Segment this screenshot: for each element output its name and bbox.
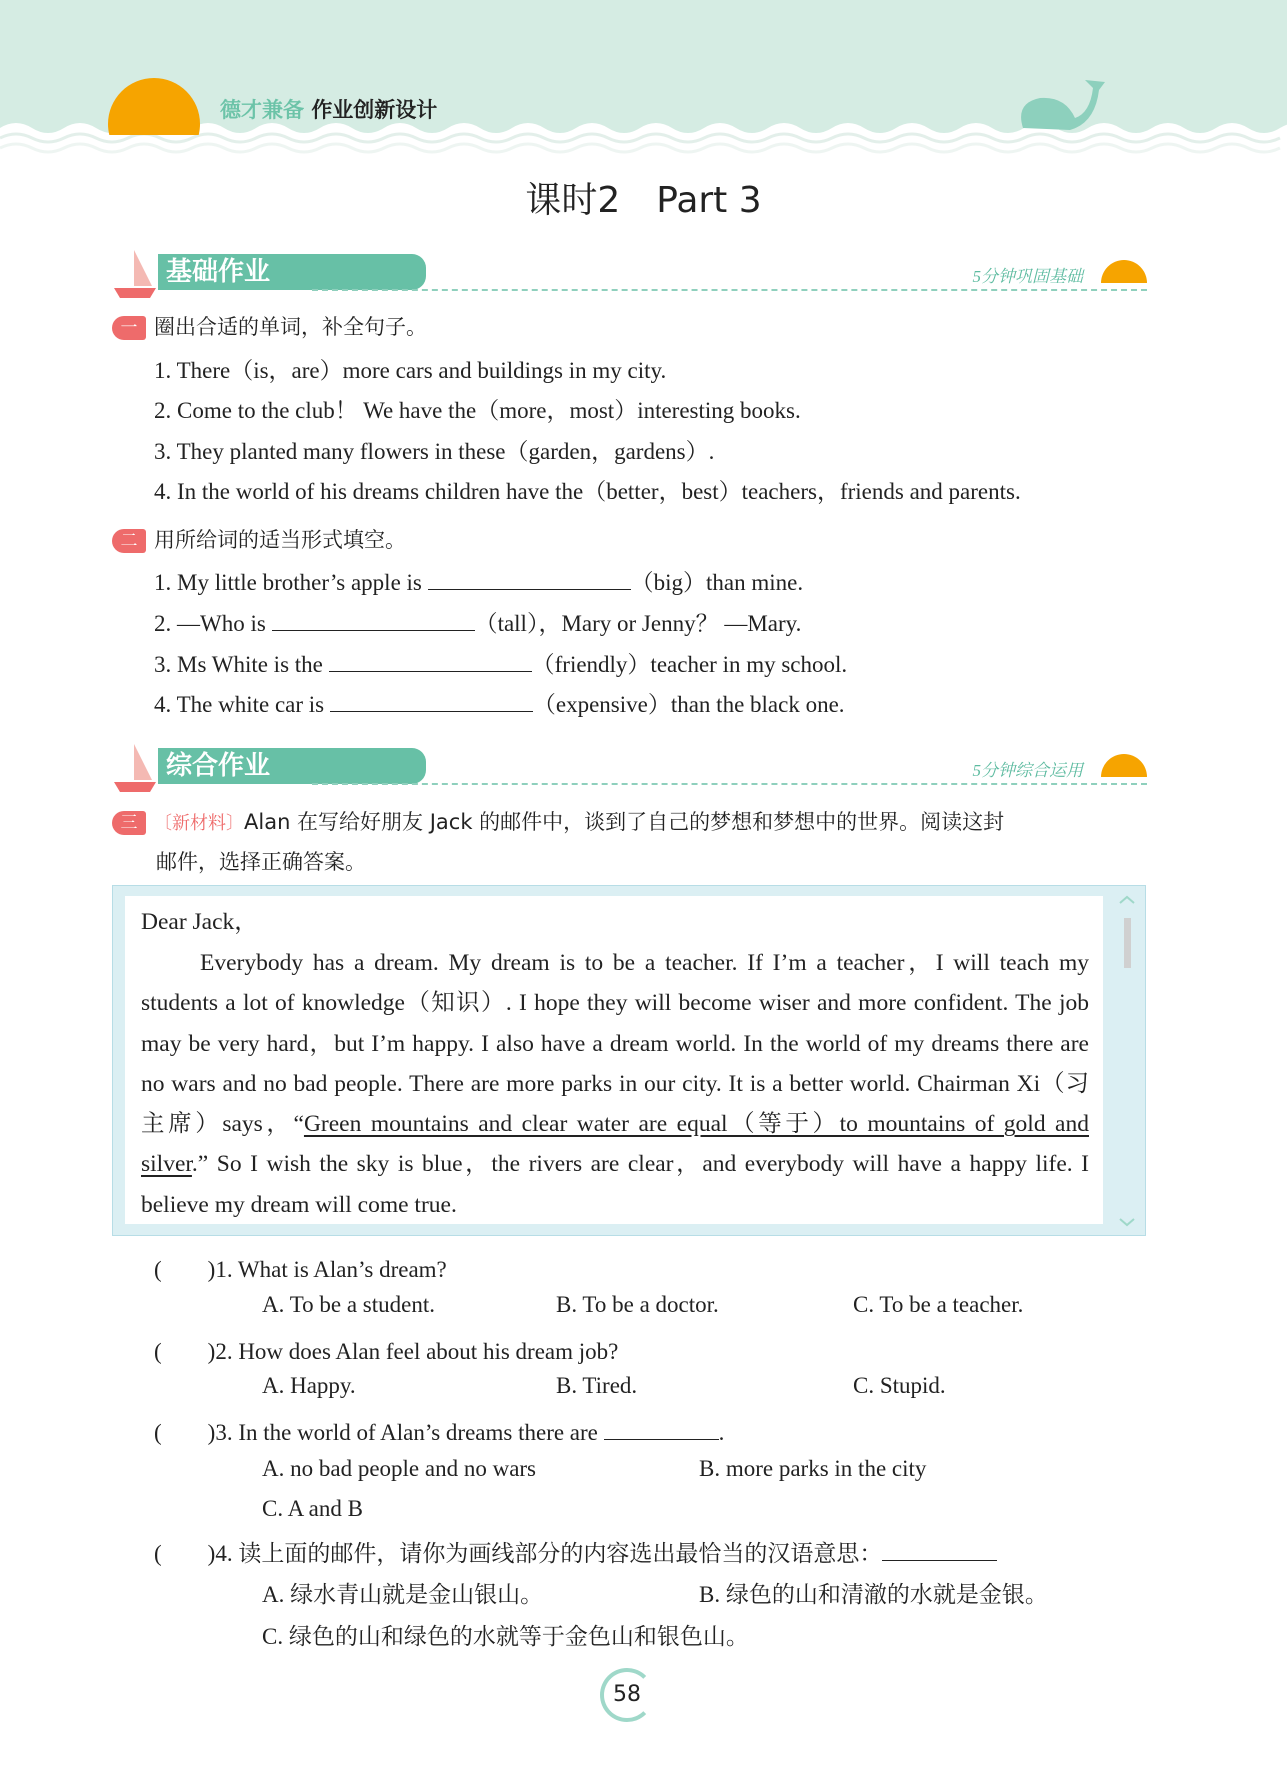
answer-blank[interactable] — [329, 649, 532, 672]
question-number-badge: 二 — [112, 529, 146, 553]
option[interactable]: B. To be a doctor. — [556, 1292, 719, 1317]
option[interactable]: C. Stupid. — [853, 1373, 946, 1398]
text: 1. My little brother’s apple is — [154, 570, 428, 595]
page-number: 58 — [600, 1668, 654, 1722]
sun-icon — [1101, 260, 1147, 306]
brand-title — [220, 94, 437, 124]
answer-blank[interactable] — [330, 689, 533, 712]
option[interactable]: C. To be a teacher. — [853, 1292, 1024, 1317]
list-item — [154, 686, 845, 719]
new-material-tag: 〔新材料〕 — [154, 813, 244, 834]
question-number-badge: 一 — [112, 316, 146, 340]
whale-icon — [1015, 78, 1115, 134]
question-heading-2 — [112, 524, 406, 554]
letter-text: .” So I wish the sky is blue，the rivers are clear，and everybody will have a happy life. I believe my dream will come true. — [141, 1151, 1089, 1218]
heading-text: 圈出合适的单词，补全句子。 — [154, 315, 427, 339]
list-item: 1. There（is，are）more cars and buildings in my city. — [154, 358, 667, 383]
option[interactable]: A. Happy. — [262, 1373, 356, 1398]
text: （expensive）than the black one. — [532, 692, 845, 717]
option[interactable]: B. more parks in the city — [699, 1456, 927, 1481]
text: 3. Ms White is the — [154, 652, 329, 677]
option[interactable]: A. no bad people and no wars — [262, 1456, 537, 1481]
question-heading-1 — [112, 311, 427, 341]
heading-text: 用所给词的适当形式填空。 — [154, 528, 406, 552]
text: 2. —Who is — [154, 611, 272, 636]
list-item: 3. They planted many flowers in these（garden，gardens）. — [154, 439, 715, 464]
underlined-sentence: Green mountains and clear water are equal（等于）to mountains of gold and silver — [141, 1111, 1089, 1178]
option[interactable]: B. 绿色的山和清澈的水就是金银。 — [699, 1582, 1048, 1607]
question-4 — [154, 1535, 997, 1568]
heading-text-cont: 邮件，选择正确答案。 — [156, 850, 366, 874]
list-item — [154, 605, 801, 638]
question-2: ( )2. How does Alan feel about his dream job? — [154, 1339, 619, 1364]
question-heading-3 — [112, 806, 1147, 836]
list-item: 2. Come to the club！ We have the（more，most）interesting books. — [154, 398, 801, 423]
answer-blank[interactable] — [604, 1417, 719, 1440]
answer-blank[interactable] — [428, 567, 631, 590]
text: （tall），Mary or Jenny？ —Mary. — [474, 611, 802, 636]
text: （big）than mine. — [630, 570, 804, 595]
page-title: 课时2 Part 3 — [525, 180, 762, 221]
divider — [312, 289, 1147, 291]
list-item — [154, 646, 847, 679]
heading-text: Alan 在写给好朋友 Jack 的邮件中，谈到了自己的梦想和梦想中的世界。阅读这封 — [244, 810, 1005, 834]
section-label: 基础作业 — [158, 254, 426, 290]
option[interactable]: C. A and B — [262, 1496, 363, 1521]
text: ( )3. In the world of Alan’s dreams there are — [154, 1420, 598, 1445]
option[interactable]: C. 绿色的山和绿色的水就等于金色山和银色山。 — [262, 1624, 749, 1649]
answer-blank[interactable] — [272, 608, 475, 631]
section-basic-header — [112, 246, 1147, 296]
brand-green: 德才兼备 — [220, 98, 304, 122]
letter-body — [141, 943, 1089, 1225]
option[interactable]: B. Tired. — [556, 1373, 638, 1398]
question-1: ( )1. What is Alan’s dream? — [154, 1257, 447, 1282]
option[interactable]: A. 绿水青山就是金山银山。 — [262, 1582, 544, 1607]
text: 4. The white car is — [154, 692, 330, 717]
sun-icon — [1101, 754, 1147, 800]
sailboat-icon — [112, 246, 158, 300]
sailboat-icon — [112, 740, 158, 794]
section-label: 综合作业 — [158, 748, 426, 784]
divider — [312, 783, 1147, 785]
letter-text: Everybody has a dream. My dream is to be a teacher. If I’m a teacher，I will teach my students a lot of knowledge（知识）. I hope they will become wiser and more confident. The job may be very hard，but I’m happy. I also have a dream world. In the world of my dreams there are no wars and no bad people. There are more parks in our city. It is a better world. Chairman Xi（习主席）says，“ — [141, 950, 1089, 1138]
section-hint: 5分钟巩固基础 — [972, 267, 1083, 286]
list-item — [154, 564, 803, 597]
scrollbar[interactable] — [1117, 894, 1137, 1228]
question-3: ( )3. In the world of Alan’s dreams there are . — [154, 1414, 724, 1447]
letter-greeting: Dear Jack， — [141, 909, 258, 935]
question-number-badge: 三 — [112, 811, 146, 835]
section-comprehensive-header — [112, 740, 1147, 790]
section-hint: 5分钟综合运用 — [972, 761, 1083, 780]
text: （friendly）teacher in my school. — [531, 652, 848, 677]
list-item: 4. In the world of his dreams children have the（better，best）teachers，friends and parents. — [154, 479, 1021, 504]
brand-dark: 作业创新设计 — [311, 98, 438, 122]
answer-blank[interactable] — [882, 1538, 997, 1561]
option[interactable]: A. To be a student. — [262, 1292, 435, 1317]
text: ( )4. 读上面的邮件，请你为画线部分的内容选出最恰当的汉语意思： — [154, 1541, 883, 1566]
